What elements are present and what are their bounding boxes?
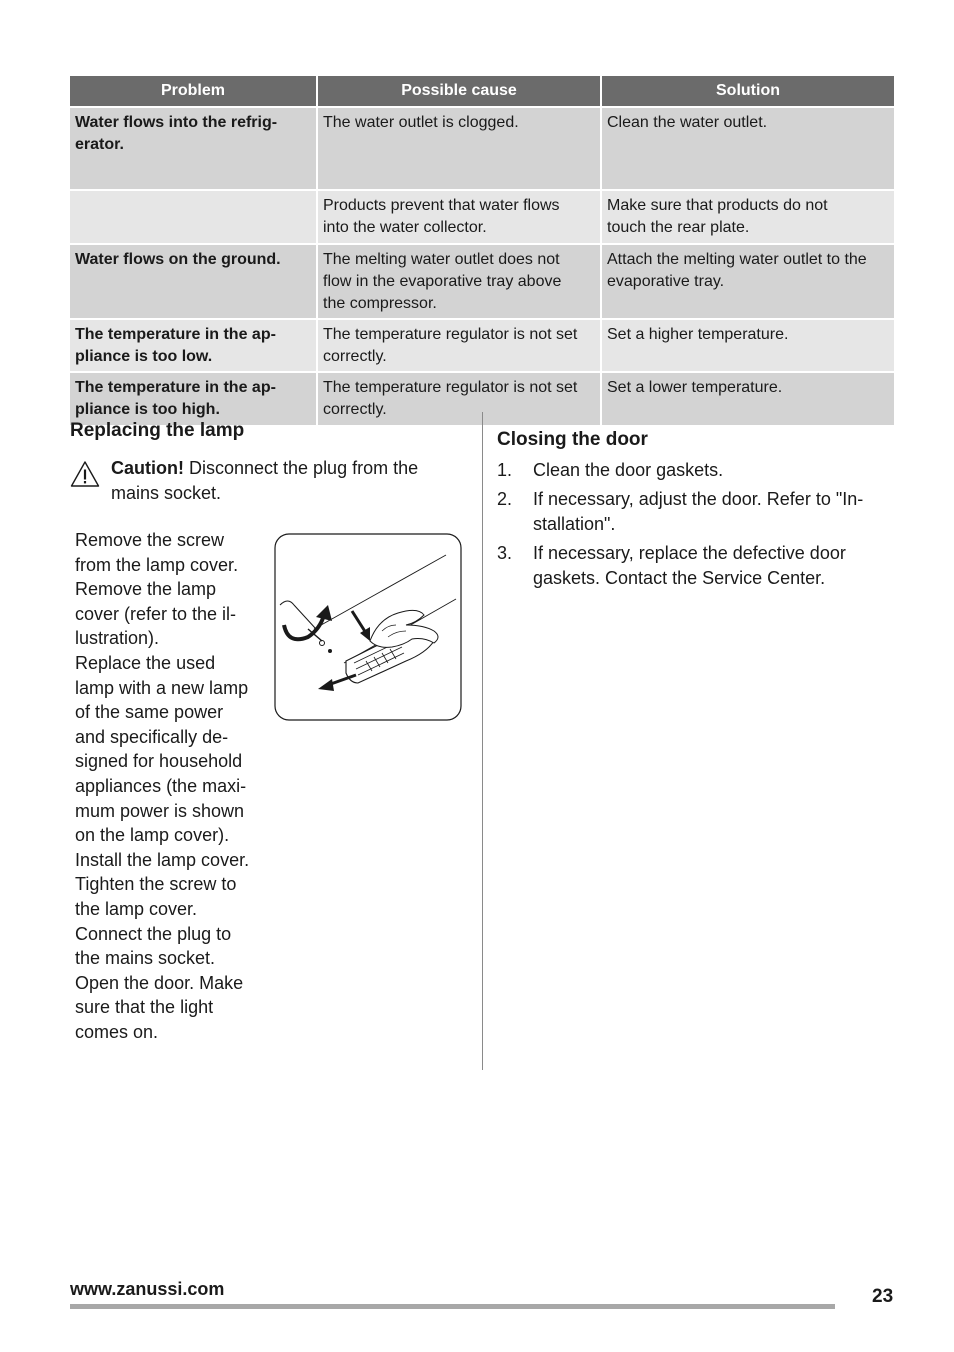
cell-problem: The temperature in the ap- pliance is too high. bbox=[70, 373, 316, 425]
cell-cause: The temperature regulator is not set correctly. bbox=[318, 373, 600, 425]
lamp-instructions bbox=[75, 528, 265, 1044]
cell-solution: Set a lower temperature. bbox=[602, 373, 894, 425]
step-number: 2. bbox=[497, 489, 513, 509]
step-number: 1. bbox=[497, 460, 513, 480]
footer-rule bbox=[70, 1304, 835, 1309]
cell-cause: The water outlet is clogged. bbox=[318, 108, 600, 189]
step-text: If necessary, replace the defective door gaskets. Contact the Service Center. bbox=[533, 543, 846, 588]
step-text: Clean the door gaskets. bbox=[533, 460, 724, 480]
cell-problem: The temperature in the ap- pliance is too low. bbox=[70, 320, 316, 371]
lamp-instruction-line: Install the lamp cover. bbox=[75, 849, 250, 870]
lamp-instruction-line: lamp with a new lamp bbox=[75, 677, 249, 698]
door-section-heading: Closing the door bbox=[497, 429, 648, 450]
troubleshooting-table bbox=[70, 76, 894, 427]
lamp-instruction-line: lustration). bbox=[75, 628, 160, 649]
list-item bbox=[497, 487, 897, 537]
lamp-instruction-line: of the same power bbox=[75, 702, 224, 723]
column-divider bbox=[482, 412, 483, 1070]
lamp-instruction-line: on the lamp cover). bbox=[75, 825, 230, 846]
table-row bbox=[70, 245, 894, 318]
lamp-instruction-line: Remove the lamp bbox=[75, 579, 217, 600]
table-header-row bbox=[70, 76, 894, 106]
step-number: 3. bbox=[497, 543, 513, 563]
lamp-instruction-line: Replace the used bbox=[75, 652, 216, 673]
cell-cause: Products prevent that water flows into the water collector. bbox=[318, 191, 600, 243]
warning-icon bbox=[70, 460, 100, 488]
lamp-instruction-line: mum power is shown bbox=[75, 800, 245, 821]
lamp-instruction-line: Open the door. Make bbox=[75, 972, 244, 993]
lamp-instruction-line: Remove the screw bbox=[75, 530, 225, 550]
caution-label: Caution! bbox=[111, 458, 184, 478]
list-item bbox=[497, 458, 897, 483]
lamp-cover-illustration-icon bbox=[274, 533, 462, 721]
lamp-instruction-line: signed for household bbox=[75, 751, 243, 772]
cell-problem: Water flows into the refrig- erator. bbox=[70, 108, 316, 189]
cell-solution: Make sure that products do not touch the rear plate. bbox=[602, 191, 894, 243]
table-row bbox=[70, 320, 894, 371]
list-item bbox=[497, 541, 897, 591]
lamp-section-heading: Replacing the lamp bbox=[70, 420, 245, 441]
step-text: If necessary, adjust the door. Refer to "In- stallation". bbox=[533, 489, 864, 534]
cell-solution: Clean the water outlet. bbox=[602, 108, 894, 189]
website-link[interactable]: www.zanussi.com bbox=[70, 1279, 225, 1299]
cell-cause: The melting water outlet does not flow in the evaporative tray above the compressor. bbox=[318, 245, 600, 318]
header-problem: Problem bbox=[70, 76, 316, 106]
lamp-instruction-line: comes on. bbox=[75, 1021, 159, 1042]
lamp-illustration bbox=[274, 533, 462, 721]
cell-problem bbox=[70, 191, 316, 243]
lamp-instruction-line: Tighten the screw to bbox=[75, 874, 237, 895]
cell-solution: Attach the melting water outlet to the evaporative tray. bbox=[602, 245, 894, 318]
lamp-instruction-line: from the lamp cover. bbox=[75, 554, 239, 575]
lamp-instruction-line: cover (refer to the il- bbox=[75, 603, 237, 624]
page-number: 23 bbox=[872, 1286, 894, 1307]
caution-message: Disconnect the plug from the bbox=[183, 458, 419, 478]
lamp-instruction-line: the lamp cover. bbox=[75, 898, 198, 919]
lamp-instruction-line: Connect the plug to bbox=[75, 923, 232, 944]
cell-cause: The temperature regulator is not set correctly. bbox=[318, 320, 600, 371]
lamp-instruction-line: appliances (the maxi- bbox=[75, 775, 247, 796]
lamp-instruction-line: sure that the light bbox=[75, 997, 214, 1018]
header-possible-cause: Possible cause bbox=[318, 76, 600, 106]
lamp-instruction-line: and specifically de- bbox=[75, 726, 229, 747]
cell-problem: Water flows on the ground. bbox=[70, 245, 316, 318]
table-row bbox=[70, 191, 894, 243]
caution-text bbox=[111, 456, 471, 506]
door-steps-list bbox=[497, 458, 897, 595]
table-row bbox=[70, 108, 894, 189]
header-solution: Solution bbox=[602, 76, 894, 106]
cell-solution: Set a higher temperature. bbox=[602, 320, 894, 371]
lamp-instruction-line: the mains socket. bbox=[75, 948, 216, 969]
caution-message-line-2: mains socket. bbox=[111, 483, 222, 503]
